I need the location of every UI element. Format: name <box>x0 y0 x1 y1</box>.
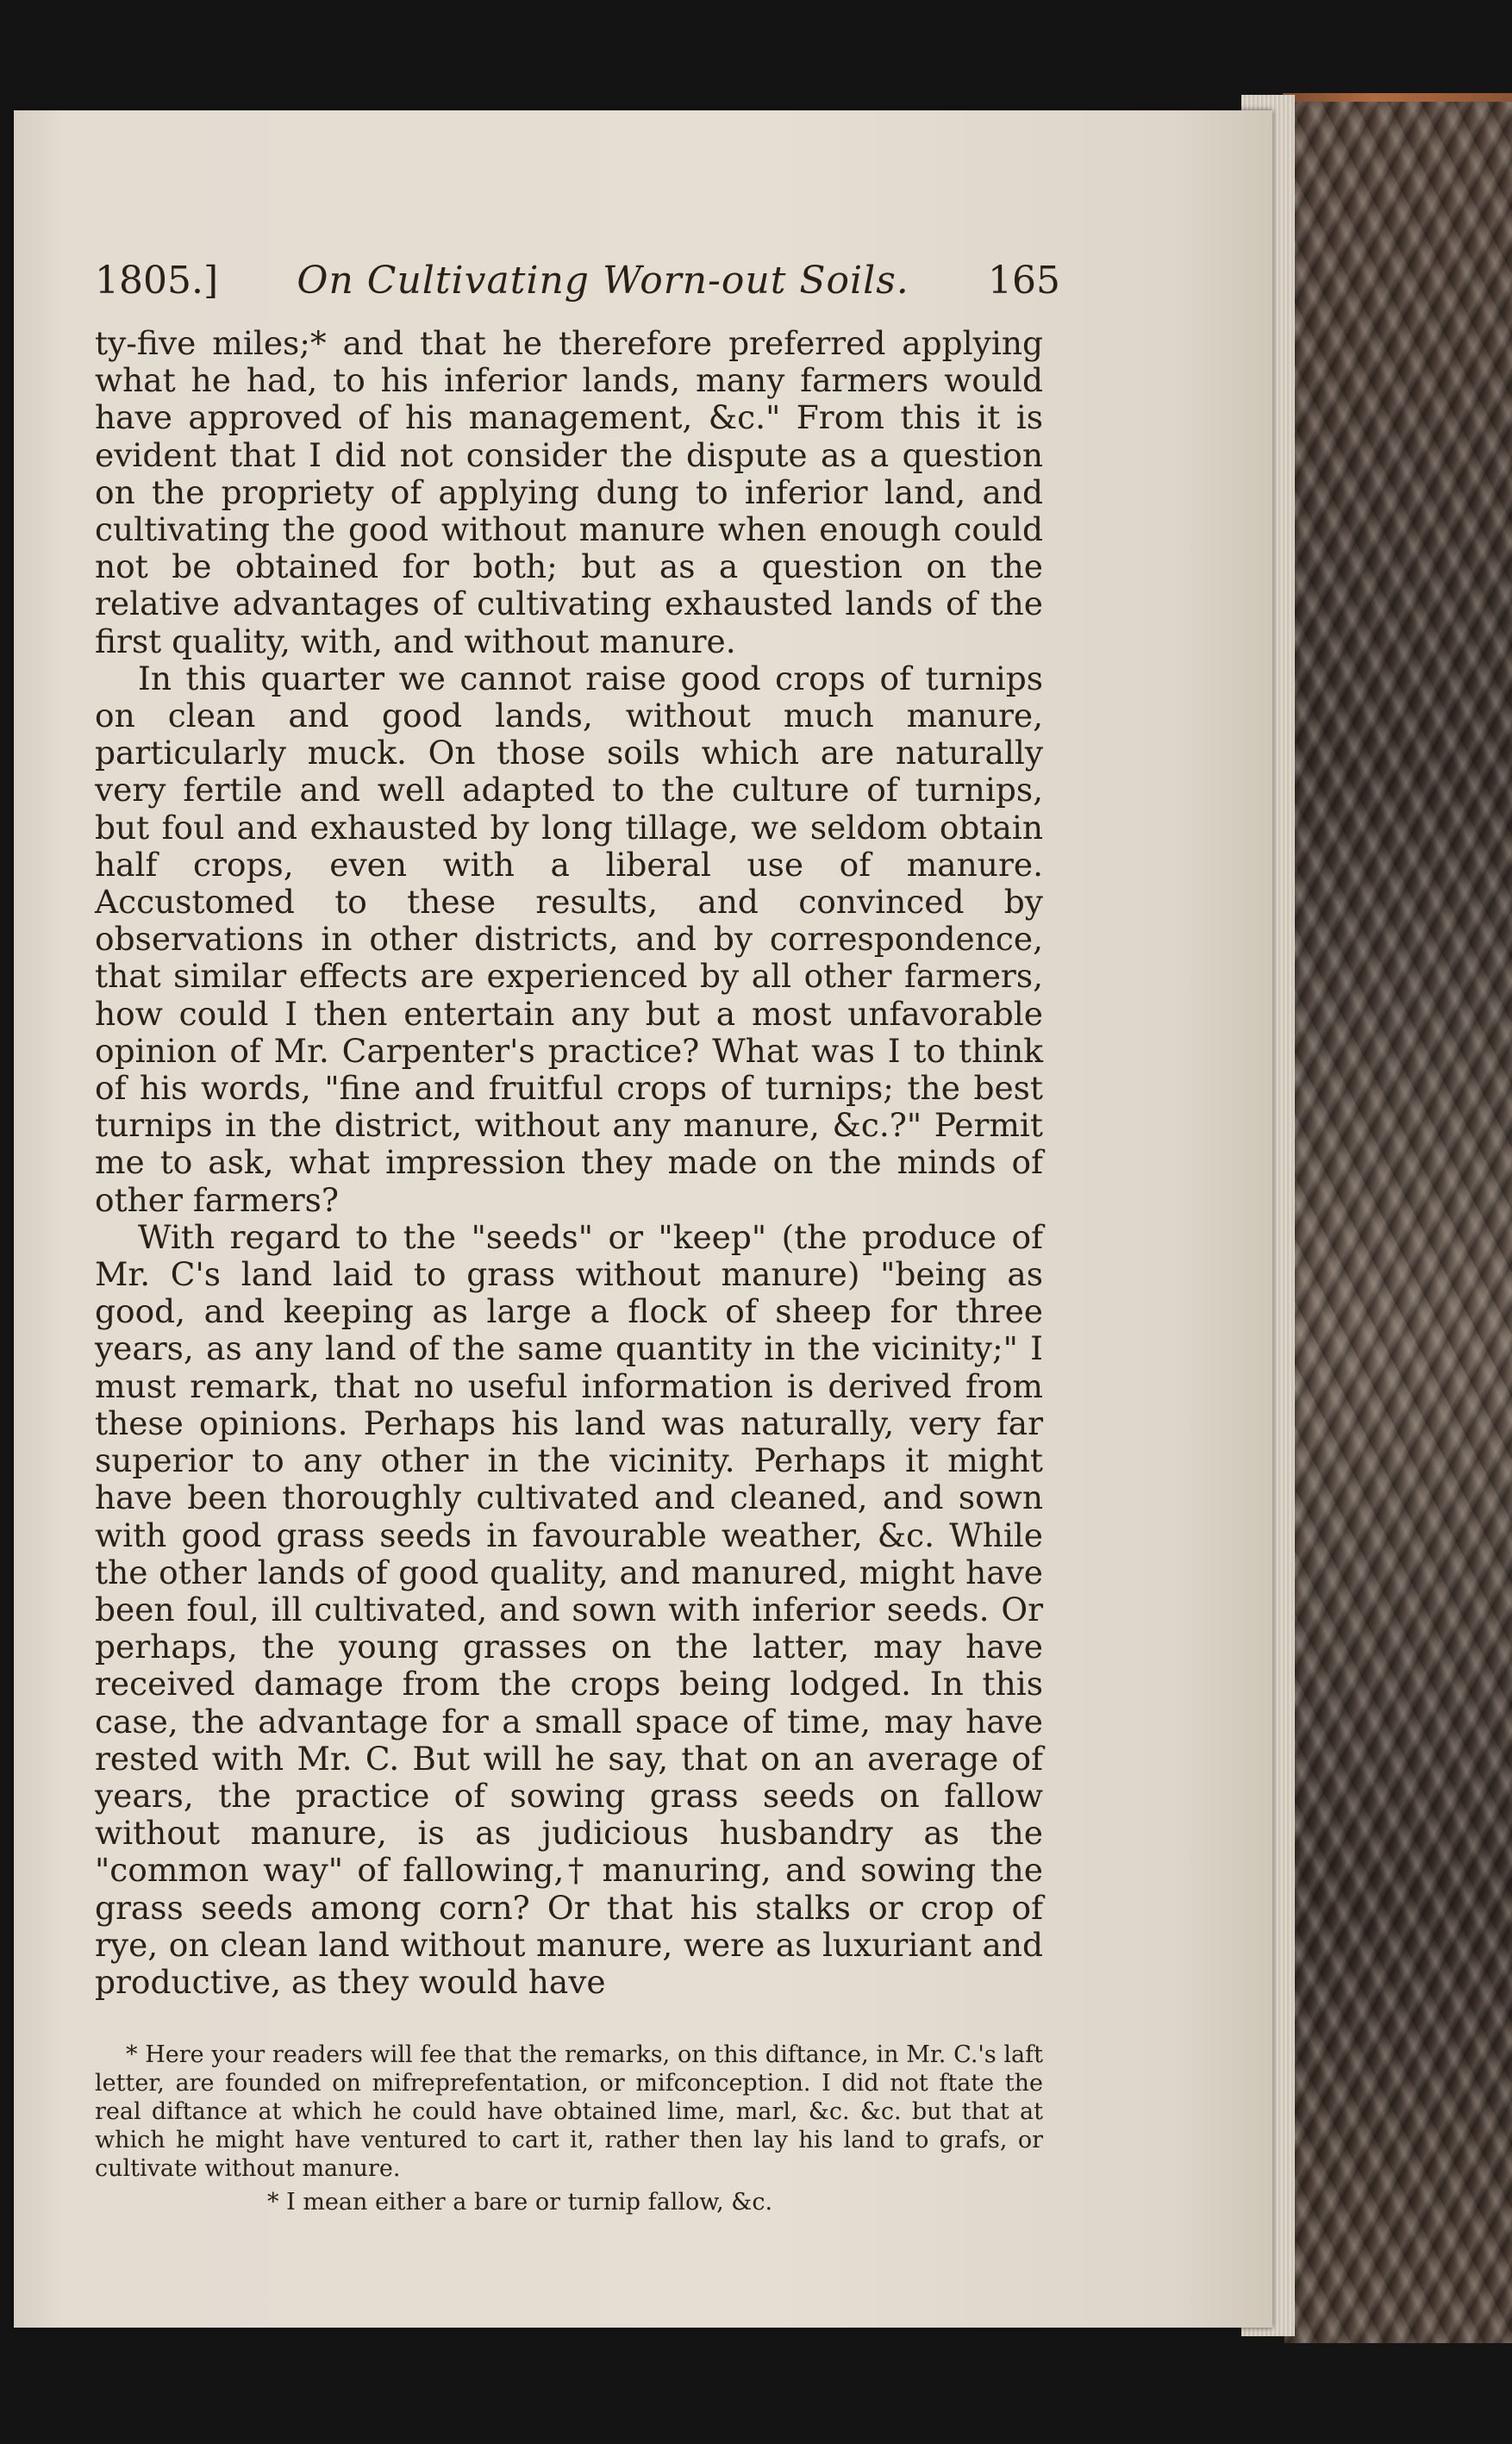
footnote: * I mean either a bare or turnip fallow, &c. <box>267 2189 773 2216</box>
running-head-year: 1805.] <box>95 259 219 303</box>
page-number: 165 <box>988 259 1060 303</box>
marbled-cover <box>1284 102 1512 2343</box>
footnote: * Here your readers will fee that the remarks, on this diftance, in Mr. C.'s laft letter, are founded on mifreprefentation, or mifconception. I did not ftate the real diftance at which he could have obtained lime, marl, &c. &c. but that at which he might have ventured to cart it, rather then lay his land to grafs, or cultivate without manure. <box>95 2041 1043 2183</box>
footnotes <box>95 2041 1043 2216</box>
paragraph: With regard to the "seeds" or "keep" (the produce of Mr. C's land laid to grass without manure) "being as good, and keeping as large a flock of sheep for three years, as any land of the same quantity in the vicinity;" I must remark, that no useful information is derived from these opinions. Perhaps his land was naturally, very far superior to any other in the vicinity. Perhaps it might have been thoroughly cultivated and cleaned, and sown with good grass seeds in favourable weather, &c. While the other lands of good quality, and manured, might have been foul, ill cultivated, and sown with inferior seeds. Or perhaps, the young grasses on the latter, may have received damage from the crops being lodged. In this case, the advantage for a small space of time, may have rested with Mr. C. But will he say, that on an average of years, the practice of sowing grass seeds on fallow without manure, is as judicious husbandry as the "common way" of fallowing,† manuring, and sowing the grass seeds among corn? Or that his stalks or crop of rye, on clean land without manure, were as luxuriant and productive, as they would have <box>95 1217 1043 2001</box>
paragraph: In this quarter we cannot raise good crops of turnips on clean and good lands, without much manure, particularly muck. On those soils which are naturally very fertile and well adapted to the culture of turnips, but foul and exhausted by long tillage, we seldom obtain half crops, even with a liberal use of manure. Accustomed to these results, and convinced by observations in other districts, and by correspondence, that similar effects are experienced by all other farmers, how could I then entertain any but a most unfavorable opinion of Mr. Carpenter's practice? What was I to think of his words, "fine and fruitful crops of turnips; the best turnips in the district, without any manure, &c.?" Permit me to ask, what impression they made on the minds of other farmers? <box>95 659 1043 1219</box>
running-head <box>95 259 1060 303</box>
body-text <box>95 325 1043 2001</box>
paragraph: ty-five miles;* and that he therefore preferred applying what he had, to his inferior lands, many farmers would have approved of his management, &c." From this it is evident that I did not consider the dispute as a question on the propriety of applying dung to inferior land, and cultivating the good without manure when enough could not be obtained for both; but as a question on the relative advantages of cultivating exhausted lands of the first quality, with, and without manure. <box>95 324 1043 660</box>
text-block <box>95 259 1060 2216</box>
running-head-title: On Cultivating Worn-out Soils. <box>297 259 909 303</box>
